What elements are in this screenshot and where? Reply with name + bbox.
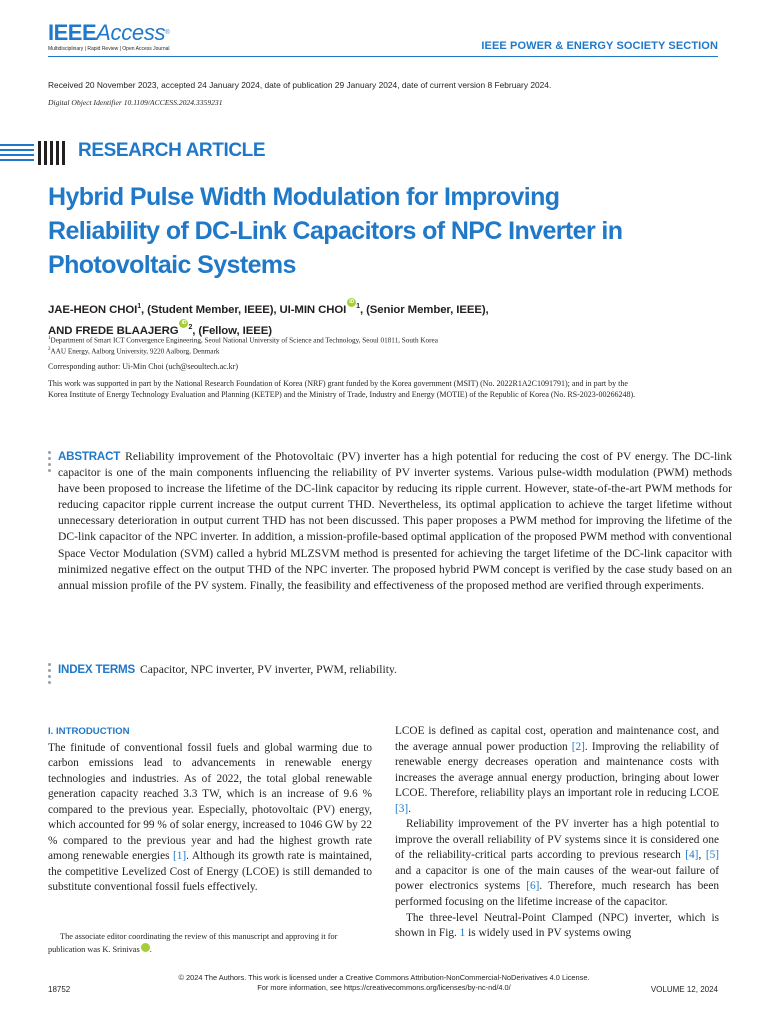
index-terms-label: INDEX TERMS <box>58 663 136 676</box>
section-heading: I. INTRODUCTION <box>48 726 130 737</box>
citation-link[interactable]: [3] <box>395 802 409 815</box>
paragraph: The three-level Neutral-Point Clamped (NPC) inverter, which is shown in Fig. 1 is widely used in PV systems owing <box>395 911 719 940</box>
paragraph: The finitude of conventional fossil fuels and global warming due to carbon emissions lead to advancements in renewable energy technologies and industries. As of 2022, the total global renewable generation capacity reached 3.3 TW, which is an increase of 9.6 % compared to the previous year. Especially, photovoltaic (PV) energy, which accounted for 99 % of solar energy, increased to 1046 GW by 22 % compared to the previous year and had the highest growth rate among renewable energies [1]. Although its growth rate is maintained, the competitive Levelized Cost of Energy (LCOE) is still demanded to substitute conventional fossil fuels effectively. <box>48 741 372 894</box>
volume-label: VOLUME 12, 2024 <box>650 985 718 994</box>
abstract-dots-icon <box>48 451 51 475</box>
header-rule <box>48 56 718 57</box>
funding-statement: This work was supported in part by the National Research Foundation of Korea (NRF) grant funded by the Korea government (MSIT) (No. 2022R1A2C1091791); and in part by the Korea Institute of Energy Technology Evaluation and Planning (KETEP) and the Ministry of Trade, Industry and Energy (MOTIE) of the Republic of Korea (No. RS-2023-00266248). <box>48 379 636 399</box>
abstract <box>58 449 732 594</box>
banner-stripes-icon <box>0 140 70 166</box>
paper-title: Hybrid Pulse Width Modulation for Improving Reliability of DC-Link Capacitors of NPC Inverter in Photovoltaic Systems <box>48 183 623 279</box>
license-link[interactable]: For more information, see https://creativecommons.org/licenses/by-nc-nd/4.0/ <box>257 982 511 992</box>
index-terms-text: Capacitor, NPC inverter, PV inverter, PWM, reliability. <box>140 663 397 676</box>
page-number: 18752 <box>48 985 71 994</box>
abstract-label: ABSTRACT <box>58 450 121 463</box>
received-dates: Received 20 November 2023, accepted 24 January 2024, date of publication 29 January 2024, date of current version 8 February 2024. <box>48 80 552 90</box>
orcid-icon[interactable]: iD <box>347 298 356 307</box>
logo-ieee: IEEE <box>48 20 97 45</box>
logo-access: Access <box>96 20 166 45</box>
column-left <box>48 724 372 896</box>
affiliations <box>48 334 438 357</box>
article-type: RESEARCH ARTICLE <box>78 140 266 161</box>
journal-logo: IEEEAccess® Multidisciplinary | Rapid Review | Open Access Journal <box>48 20 170 52</box>
license-footer: © 2024 The Authors. This work is licensed under a Creative Commons Attribution-NonCommercial-NoDerivatives 4.0 License. For more information, see https://creativecommons.org/licenses/by-nc-nd/4.0/ <box>0 973 768 992</box>
citation-link[interactable]: [4] <box>685 849 699 862</box>
citation-link[interactable]: [2] <box>571 740 585 753</box>
paragraph: Reliability improvement of the PV inverter has a high potential to improve the overall reliability of PV systems since it is considered one of the reliability-critical parts according to previous research [4], [5] and a capacitor is one of the main causes of the wear-out failure of power electronics systems [6]. Therefore, much research has been performed focusing on the lifetime increase of the capacitor. <box>395 818 719 909</box>
author-name: AND FREDE BLAAJERG <box>48 324 179 337</box>
column-right <box>395 724 719 942</box>
author-list: JAE-HEON CHOI$^1$, (Student Member, IEEE), UI-MIN CHOIiD$^1$, (Senior Member, IEEE), AND FREDE BLAAJERGiD$^2$, (Fellow, IEEE) <box>48 299 489 337</box>
index-dots-icon <box>48 663 51 687</box>
affiliation: $^1$Department of Smart ICT Convergence Engineering, Seoul National University of Science and Technology, Seoul 01811, South Korea <box>48 336 438 345</box>
orcid-icon[interactable]: iD <box>141 943 150 952</box>
footnote: The associate editor coordinating the review of this manuscript and approving it for publication was K. Srinivas iD. <box>48 932 338 954</box>
section-label: IEEE POWER & ENERGY SOCIETY SECTION <box>481 40 718 52</box>
citation-link[interactable]: [5] <box>705 849 719 862</box>
doi[interactable]: Digital Object Identifier 10.1109/ACCESS.2024.3359231 <box>48 98 223 107</box>
index-terms <box>58 662 732 678</box>
paragraph: LCOE is defined as capital cost, operation and maintenance cost, and the average annual power production [2]. Improving the reliability of renewable energy decreases operation and maintenance costs with increases the average annual energy production, bringing about lower LCOE. Therefore, reliability plays an important role in reducing LCOE [3]. <box>395 725 719 815</box>
author-name: JAE-HEON CHOI <box>48 303 138 316</box>
orcid-icon[interactable]: iD <box>179 319 188 328</box>
affiliation: $^2$AAU Energy, Aalborg University, 9220 Aalborg, Denmark <box>48 347 220 356</box>
abstract-text: Reliability improvement of the Photovoltaic (PV) inverter has a high potential for reducing the cost of PV energy. The DC-link capacitor is one of the main components influencing the reliability of PV inverter systems. Various pulse-width modulation (PWM) methods have been proposed to increase the lifetime of the DC-link capacitor by reducing its ripple current. However, state-of-the-art PWM methods for reducing capacitor ripple current increase the output current THD. Nevertheless, its optimal application to achieve the target lifetime without unnecessary deterioration in output current THD has not been discussed. This paper proposes a PWM method for improving the lifetime of the DC-link capacitor of the NPC inverter. In addition, a mission-profile-based optimal application of the proposed PWM method with conventional Space Vector Modulation (SVM) called a hybrid MLZSVM method is presented for achieving the target lifetime of the DC-link capacitor with minimized negative effect on the output THD of the NPC inverter. The proposed hybrid PWM concept is verified by the case study based on an annual mission profile of the PV system. Finally, the feasibility and effectiveness of the proposed method are verified through experiments. <box>58 450 732 592</box>
corresponding-author: Corresponding author: Ui-Min Choi (uch@seoultech.ac.kr) <box>48 362 238 371</box>
figure-link[interactable]: 1 <box>459 927 466 940</box>
citation-link[interactable]: [6] <box>526 880 540 893</box>
citation-link[interactable]: [1] <box>172 850 187 863</box>
article-type-banner <box>0 138 300 168</box>
logo-tagline: Multidisciplinary | Rapid Review | Open Access Journal <box>48 46 170 52</box>
author-name: UI-MIN CHOI <box>279 303 347 316</box>
